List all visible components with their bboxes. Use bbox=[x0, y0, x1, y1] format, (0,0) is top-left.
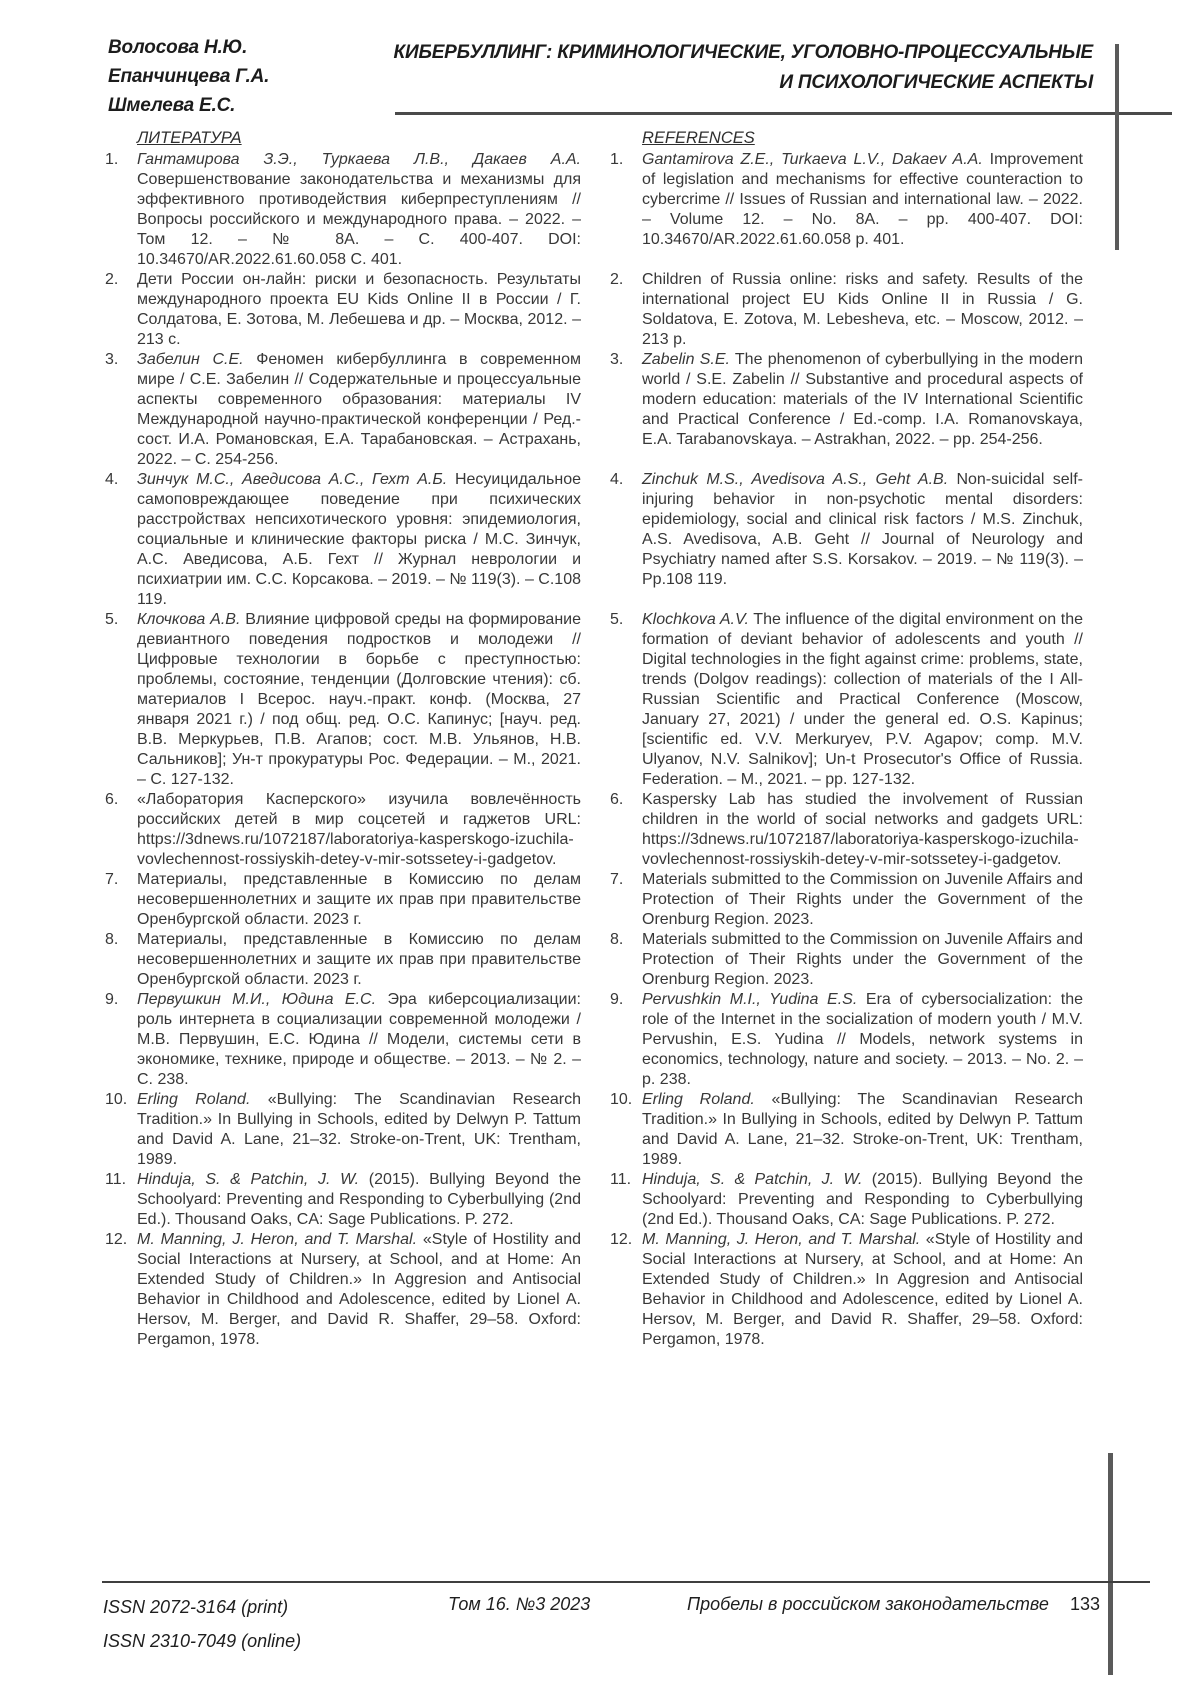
item-number: 3. bbox=[610, 351, 624, 368]
item-number: 6. bbox=[610, 791, 624, 808]
reference-ru bbox=[105, 350, 581, 470]
reference-authors-en: Gantamirova Z.E., Turkaeva L.V., Dakaev A.A. bbox=[642, 151, 983, 168]
item-number: 1. bbox=[610, 151, 624, 168]
reference-row bbox=[105, 1170, 1083, 1230]
reference-row bbox=[105, 990, 1083, 1090]
reference-en bbox=[610, 930, 1083, 990]
reference-text-en: M. Manning, J. Heron, and T. Marshal. «Style of Hostility and Social Interactions at Nursery, at School, and at Home: An Extended Study of Children.» In Aggresion and Antisocial Behavior in Childhood and Adolescence, edited by Lionel A. Hersov, M. Berger, and David R. Shaffer, 29–58. Oxford: Pergamon, 1978. bbox=[642, 1231, 1083, 1348]
item-number: 4. bbox=[610, 471, 624, 488]
references-section bbox=[105, 126, 1083, 1350]
reference-authors-en: Zabelin S.E. bbox=[642, 351, 730, 368]
reference-ru bbox=[105, 870, 581, 930]
headings-row bbox=[105, 126, 1083, 150]
reference-en bbox=[610, 1230, 1083, 1350]
item-number: 5. bbox=[105, 611, 119, 628]
reference-text-ru: Гантамирова З.Э., Туркаева Л.В., Дакаев А.А. Совершенствование законодательства и механизмы для эффективного противодействия киберпреступлениям // Вопросы российского и международного права. – 2022. – Том 12. – № 8А. – С. 400-407. DOI: 10.34670/AR.2022.61.60.058 С. 401. bbox=[137, 151, 581, 268]
reference-text-en: Pervushkin M.I., Yudina E.S. Era of cybersocialization: the role of the Internet in the socialization of modern youth / M.V. Pervushin, E.S. Yudina // Models, network systems in economics, technology, nature and society. – 2013. – No. 2. – p. 238. bbox=[642, 991, 1083, 1088]
item-number: 7. bbox=[610, 871, 624, 888]
issn-online: ISSN 2310-7049 (online) bbox=[103, 1631, 302, 1651]
reference-text-en: Zinchuk M.S., Avedisova A.S., Geht A.B. Non-suicidal self-injuring behavior in non-psychotic mental disorders: epidemiology, social and clinical risk factors / M.S. Zinchuk, A.S. Avedisova, A.B. Geht // Journal of Neurology and Psychiatry named after S.S. Korsakov. – 2019. – № 119(3). – Pp.108 119. bbox=[642, 471, 1083, 588]
reference-en bbox=[610, 790, 1083, 870]
reference-authors-ru: Забелин С.Е. bbox=[137, 351, 244, 368]
reference-ru bbox=[105, 1170, 581, 1230]
reference-en bbox=[610, 150, 1083, 270]
author-name: Волосова Н.Ю. bbox=[108, 37, 248, 58]
reference-row bbox=[105, 150, 1083, 270]
reference-text-ru: Erling Roland. «Bullying: The Scandinavian Research Tradition.» In Bullying in Schools, edited by Delwyn P. Tattum and David A. Lane, 21–32. Stroke-on-Trent, UK: Trentham, 1989. bbox=[137, 1091, 582, 1168]
header-rule bbox=[395, 112, 1172, 115]
reference-ru bbox=[105, 150, 581, 270]
item-number: 11. bbox=[105, 1171, 127, 1188]
crop-mark-top bbox=[1115, 44, 1119, 250]
reference-row bbox=[105, 1230, 1083, 1350]
reference-authors-ru: Erling Roland. bbox=[137, 1091, 251, 1108]
reference-row bbox=[105, 470, 1083, 610]
reference-authors-en: Erling Roland. bbox=[642, 1091, 755, 1108]
reference-en bbox=[610, 470, 1083, 610]
page-number: 133 bbox=[1069, 1594, 1100, 1614]
reference-ru bbox=[105, 1230, 581, 1350]
reference-authors-en: Klochkova A.V. bbox=[642, 611, 749, 628]
item-number: 8. bbox=[610, 931, 624, 948]
reference-ru bbox=[105, 990, 581, 1090]
reference-text-ru: Материалы, представленные в Комиссию по делам несовершеннолетних и защите их прав при правительстве Оренбургской области. 2023 г. bbox=[137, 871, 581, 928]
reference-authors-ru: Первушкин М.И., Юдина Е.С. bbox=[137, 991, 377, 1008]
volume-info: Том 16. №3 2023 bbox=[448, 1594, 591, 1614]
item-number: 3. bbox=[105, 351, 119, 368]
reference-text-ru: Дети России он-лайн: риски и безопасность. Результаты международного проекта EU Kids Online II в России / Г. Солдатова, Е. Зотова, М. Лебешева и др. – Москва, 2012. – 213 с. bbox=[137, 271, 581, 348]
reference-ru bbox=[105, 270, 581, 350]
item-number: 8. bbox=[105, 931, 119, 948]
issn-print: ISSN 2072-3164 (print) bbox=[103, 1597, 289, 1617]
item-number: 12. bbox=[105, 1231, 128, 1248]
reference-en bbox=[610, 1170, 1083, 1230]
reference-authors-ru: Hinduja, S. & Patchin, J. W. bbox=[137, 1171, 360, 1188]
item-number: 7. bbox=[105, 871, 119, 888]
article-title-line1: КИБЕРБУЛЛИНГ: КРИМИНОЛОГИЧЕСКИЕ, УГОЛОВНО-ПРОЦЕССУАЛЬНЫЕ bbox=[393, 42, 1093, 63]
reference-authors-en: M. Manning, J. Heron, and T. Marshal. bbox=[642, 1231, 921, 1248]
reference-authors-ru: Зинчук М.С., Аведисова А.С., Гехт А.Б. bbox=[137, 471, 448, 488]
reference-en bbox=[610, 1090, 1083, 1170]
reference-en bbox=[610, 610, 1083, 790]
reference-ru bbox=[105, 610, 581, 790]
reference-text-en: Materials submitted to the Commission on Juvenile Affairs and Protection of Their Rights under the Government of the Orenburg Region. 2023. bbox=[642, 871, 1083, 928]
item-number: 9. bbox=[610, 991, 624, 1008]
author-list bbox=[108, 33, 269, 120]
author-name: Шмелева Е.С. bbox=[108, 95, 236, 116]
item-number: 1. bbox=[105, 151, 119, 168]
reference-en bbox=[610, 350, 1083, 470]
item-number: 4. bbox=[105, 471, 119, 488]
reference-text-ru: Зинчук М.С., Аведисова А.С., Гехт А.Б. Несуицидальное самоповреждающее поведение при психических расстройствах непсихотического уровня: эпидемиология, социальные и клинические факторы риска / М.С. Зинчук, А.С. Аведисова, А.Б. Гехт // Журнал неврологии и психиатрии им. С.С. Корсакова. – 2019. – № 119(3). – С.108 119. bbox=[137, 471, 581, 608]
reference-ru bbox=[105, 1090, 581, 1170]
item-number: 9. bbox=[105, 991, 119, 1008]
reference-authors-ru: M. Manning, J. Heron, and T. Marshal. bbox=[137, 1231, 418, 1248]
references-heading-en: REFERENCES bbox=[642, 129, 755, 147]
reference-ru bbox=[105, 470, 581, 610]
article-title-line2: И ПСИХОЛОГИЧЕСКИЕ АСПЕКТЫ bbox=[779, 72, 1093, 93]
footer-right bbox=[620, 1594, 1100, 1615]
reference-row bbox=[105, 870, 1083, 930]
reference-text-ru: Забелин С.Е. Феномен кибербуллинга в современном мире / С.Е. Забелин // Содержательные и процессуальные аспекты современного образования: материалы IV Международной научно-практической конференции / Ред.-сост. И.А. Романовская, Е.А. Тарабановская. – Астрахань, 2022. – С. 254-256. bbox=[137, 351, 582, 468]
journal-name: Пробелы в российском законодательстве bbox=[687, 1594, 1049, 1614]
reference-text-ru: Первушкин М.И., Юдина Е.С. Эра киберсоциализации: роль интернета в социализации современной молодежи / М.В. Первушин, Е.С. Юдина // Модели, системы сети в экономике, технике, природе и обществе. – 2013. – № 2. – С. 238. bbox=[137, 991, 581, 1088]
reference-row bbox=[105, 790, 1083, 870]
item-number: 5. bbox=[610, 611, 624, 628]
item-number: 2. bbox=[610, 271, 624, 288]
reference-text-en: Gantamirova Z.E., Turkaeva L.V., Dakaev A.A. Improvement of legislation and mechanisms for effective counteraction to cybercrime // Issues of Russian and international law. – 2022. – Volume 12. – No. 8A. – pp. 400-407. DOI: 10.34670/AR.2022.61.60.058 p. 401. bbox=[642, 151, 1084, 248]
reference-text-en: Kaspersky Lab has studied the involvement of Russian children in the world of social networks and gadgets URL: https://3dnews.ru/1072187/laboratoriya-kasperskogo-izuchila-vovlechennost-rossiyskih-detey-v-mir-sotssetey-i-gadgetov. bbox=[642, 791, 1083, 868]
item-number: 6. bbox=[105, 791, 119, 808]
item-number: 2. bbox=[105, 271, 119, 288]
literature-heading-ru: ЛИТЕРАТУРА bbox=[137, 129, 242, 147]
reference-text-en: Erling Roland. «Bullying: The Scandinavian Research Tradition.» In Bullying in Schools, edited by Delwyn P. Tattum and David A. Lane, 21–32. Stroke-on-Trent, UK: Trentham, 1989. bbox=[642, 1091, 1084, 1168]
reference-row bbox=[105, 1090, 1083, 1170]
issn-block bbox=[103, 1590, 301, 1658]
reference-rows bbox=[105, 150, 1083, 1350]
reference-authors-ru: Гантамирова З.Э., Туркаева Л.В., Дакаев А.А. bbox=[137, 151, 581, 168]
reference-ru bbox=[105, 790, 581, 870]
item-number: 11. bbox=[610, 1171, 632, 1188]
reference-row bbox=[105, 930, 1083, 990]
reference-ru bbox=[105, 930, 581, 990]
reference-en bbox=[610, 270, 1083, 350]
reference-authors-ru: Клочкова А.В. bbox=[137, 611, 241, 628]
reference-row bbox=[105, 350, 1083, 470]
reference-en bbox=[610, 870, 1083, 930]
reference-text-en: Children of Russia online: risks and safety. Results of the international project EU Kids Online II in Russia / G. Soldatova, E. Zotova, M. Lebesheva, etc. – Moscow, 2012. – 213 p. bbox=[642, 271, 1083, 348]
item-number: 10. bbox=[610, 1091, 633, 1108]
item-number: 12. bbox=[610, 1231, 633, 1248]
reference-text-en: Zabelin S.E. The phenomenon of cyberbullying in the modern world / S.E. Zabelin // Substantive and procedural aspects of modern education: materials of the IV International Scientific and Practical Conference / Ed.-comp. I.A. Romanovskaya, E.A. Tarabanovskaya. – Astrakhan, 2022. – pp. 254-256. bbox=[642, 351, 1084, 448]
reference-text-ru: Hinduja, S. & Patchin, J. W. (2015). Bullying Beyond the Schoolyard: Preventing and Responding to Cyberbullying (2nd Ed.). Thousand Oaks, CA: Sage Publications. P. 272. bbox=[137, 1171, 582, 1228]
reference-row bbox=[105, 610, 1083, 790]
reference-en bbox=[610, 990, 1083, 1090]
reference-text-ru: M. Manning, J. Heron, and T. Marshal. «Style of Hostility and Social Interactions at Nursery, at School, and at Home: An Extended Study of Children.» In Aggresion and Antisocial Behavior in Childhood and Adolescence, edited by Lionel A. Hersov, M. Berger, and David R. Shaffer, 29–58. Oxford: Pergamon, 1978. bbox=[137, 1231, 582, 1348]
reference-text-ru: Клочкова А.В. Влияние цифровой среды на формирование девиантного поведения подростков и молодежи // Цифровые технологии в борьбе с преступностью: проблемы, состояние, тенденции (Долговские чтения): сб. материалов I Всерос. науч.-практ. конф. (Москва, 27 января 2021 г.) / под общ. ред. О.С. Капинус; [науч. ред. В.В. Меркурьев, П.В. Агапов; сост. М.В. Ульянов, Н.В. Сальников]; Ун-т прокуратуры Рос. Федерации. – М., 2021. – С. 127-132. bbox=[137, 611, 581, 788]
item-number: 10. bbox=[105, 1091, 128, 1108]
reference-authors-en: Pervushkin M.I., Yudina E.S. bbox=[642, 991, 858, 1008]
reference-authors-en: Zinchuk M.S., Avedisova A.S., Geht A.B. bbox=[642, 471, 949, 488]
reference-authors-en: Hinduja, S. & Patchin, J. W. bbox=[642, 1171, 863, 1188]
reference-text-ru: «Лаборатория Касперского» изучила вовлечённость российских детей в мир соцсетей и гаджетов URL: https://3dnews.ru/1072187/laboratoriya-kasperskogo-izuchila-vovlechennost-rossiyskih-detey-v-mir-sotssetey-i-gadgetov. bbox=[137, 791, 581, 868]
reference-text-ru: Материалы, представленные в Комиссию по делам несовершеннолетних и защите их прав при правительстве Оренбургской области. 2023 г. bbox=[137, 931, 581, 988]
reference-text-en: Hinduja, S. & Patchin, J. W. (2015). Bullying Beyond the Schoolyard: Preventing and Responding to Cyberbullying (2nd Ed.). Thousand Oaks, CA: Sage Publications. P. 272. bbox=[642, 1171, 1083, 1228]
footer-rule bbox=[102, 1581, 1150, 1583]
reference-row bbox=[105, 270, 1083, 350]
crop-mark-bottom bbox=[1108, 1453, 1113, 1675]
author-name: Епанчинцева Г.А. bbox=[108, 66, 270, 87]
article-title bbox=[390, 38, 1093, 98]
reference-text-en: Klochkova A.V. The influence of the digital environment on the formation of deviant behavior of adolescents and youth // Digital technologies in the fight against crime: problems, state, trends (Dolgov readings): collection of materials of the I All-Russian Scientific and Practical Conference (Moscow, January 27, 2021) / under the general ed. O.S. Kapinus; [scientific ed. V.V. Merkuryev, P.V. Agapov; comp. M.V. Ulyanov, N.V. Salnikov]; Un-t Prosecutor's Office of Russia. Federation. – M., 2021. – pp. 127-132. bbox=[642, 611, 1083, 788]
reference-text-en: Materials submitted to the Commission on Juvenile Affairs and Protection of Their Rights under the Government of the Orenburg Region. 2023. bbox=[642, 931, 1083, 988]
